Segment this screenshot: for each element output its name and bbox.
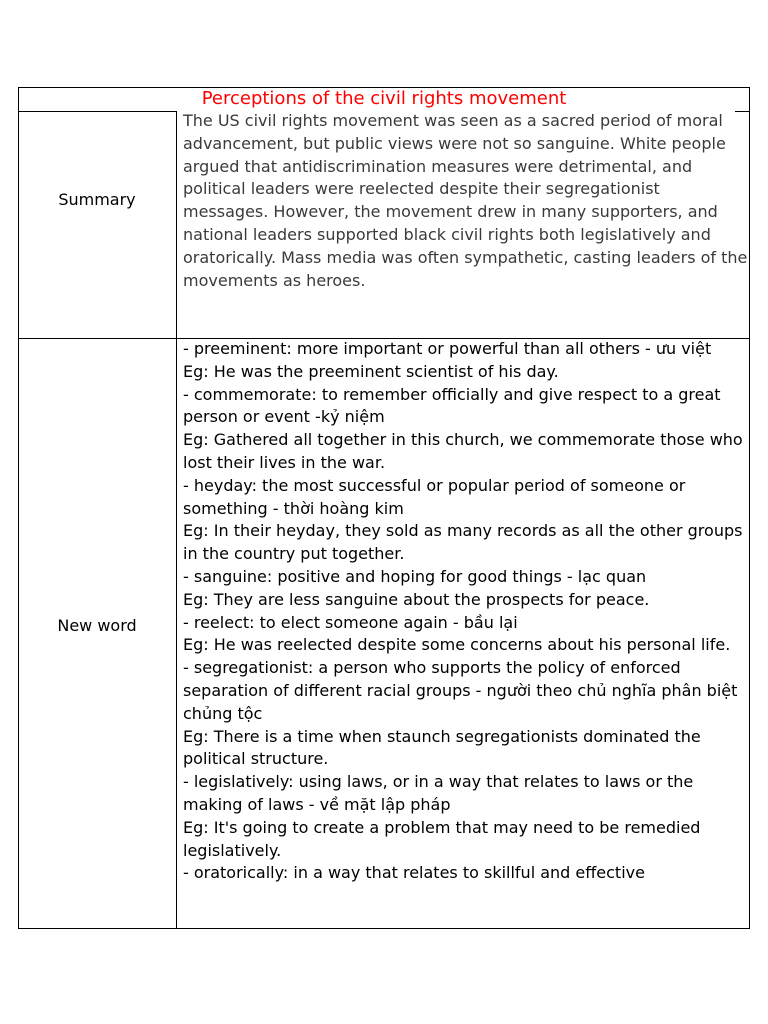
- vocabulary-entry: - legislatively: using laws, or in a way that relates to laws or the making of laws - về mặt lập pháp: [183, 772, 694, 814]
- summary-label: Summary: [58, 190, 136, 209]
- example-sentence: Eg: In their heyday, they sold as many records as all the other groups in the country put together.: [183, 521, 743, 564]
- vocabulary-entry: - segregationist: a person who supports the policy of enforced separation of different racial groups - người theo chủ nghĩa phân biệt chủng tộc: [183, 658, 738, 723]
- column-divider: [176, 111, 177, 929]
- vocabulary-entry: - sanguine: positive and hoping for good things - lạc quan: [183, 566, 647, 586]
- example-sentence: Eg: Gathered all together in this church, we commemorate those who lost their lives in the war.: [183, 430, 743, 472]
- table-border-bottom: [18, 928, 750, 929]
- table-title: Perceptions of the civil rights movement: [201, 88, 567, 109]
- vocabulary-entry: - oratorically: in a way that relates to skillful and effective: [183, 863, 645, 883]
- example-sentence: Eg: There is a time when staunch segregationists dominated the political structure.: [183, 726, 701, 769]
- new-word-list: [183, 338, 749, 928]
- table-border-left: [18, 87, 19, 929]
- example-sentence: Eg: He was the preeminent scientist of his day.: [183, 361, 559, 381]
- vocabulary-entry: - preeminent: more important or powerful than all others - ưu việt: [183, 339, 712, 358]
- vocabulary-entry: - heyday: the most successful or popular period of someone or something - thời hoàng kim: [183, 475, 686, 518]
- example-sentence: Eg: He was reelected despite some concerns about his personal life.: [183, 635, 731, 655]
- summary-text: The US civil rights movement was seen as a sacred period of moral advancement, but public views were not so sanguine. White people argued that antidiscrimination measures were detrimental, and political leaders were reelected despite their segregationist messages. However, the movement drew in many supporters, and national leaders supported black civil rights both legislatively and oratorically. Mass media was often sympathetic, casting leaders of the movements as heroes.: [183, 111, 748, 290]
- vocabulary-entry: - reelect: to elect someone again - bầu lại: [183, 612, 518, 632]
- title-divider: [18, 111, 176, 112]
- example-sentence: Eg: It's going to create a problem that may need to be remedied legislatively.: [183, 817, 701, 860]
- new-word-label: New word: [57, 616, 137, 635]
- table-border-right: [749, 87, 750, 929]
- example-sentence: Eg: They are less sanguine about the prospects for peace.: [183, 589, 650, 609]
- vocabulary-entry: - commemorate: to remember officially and give respect to a great person or event -kỷ niệm: [183, 384, 721, 427]
